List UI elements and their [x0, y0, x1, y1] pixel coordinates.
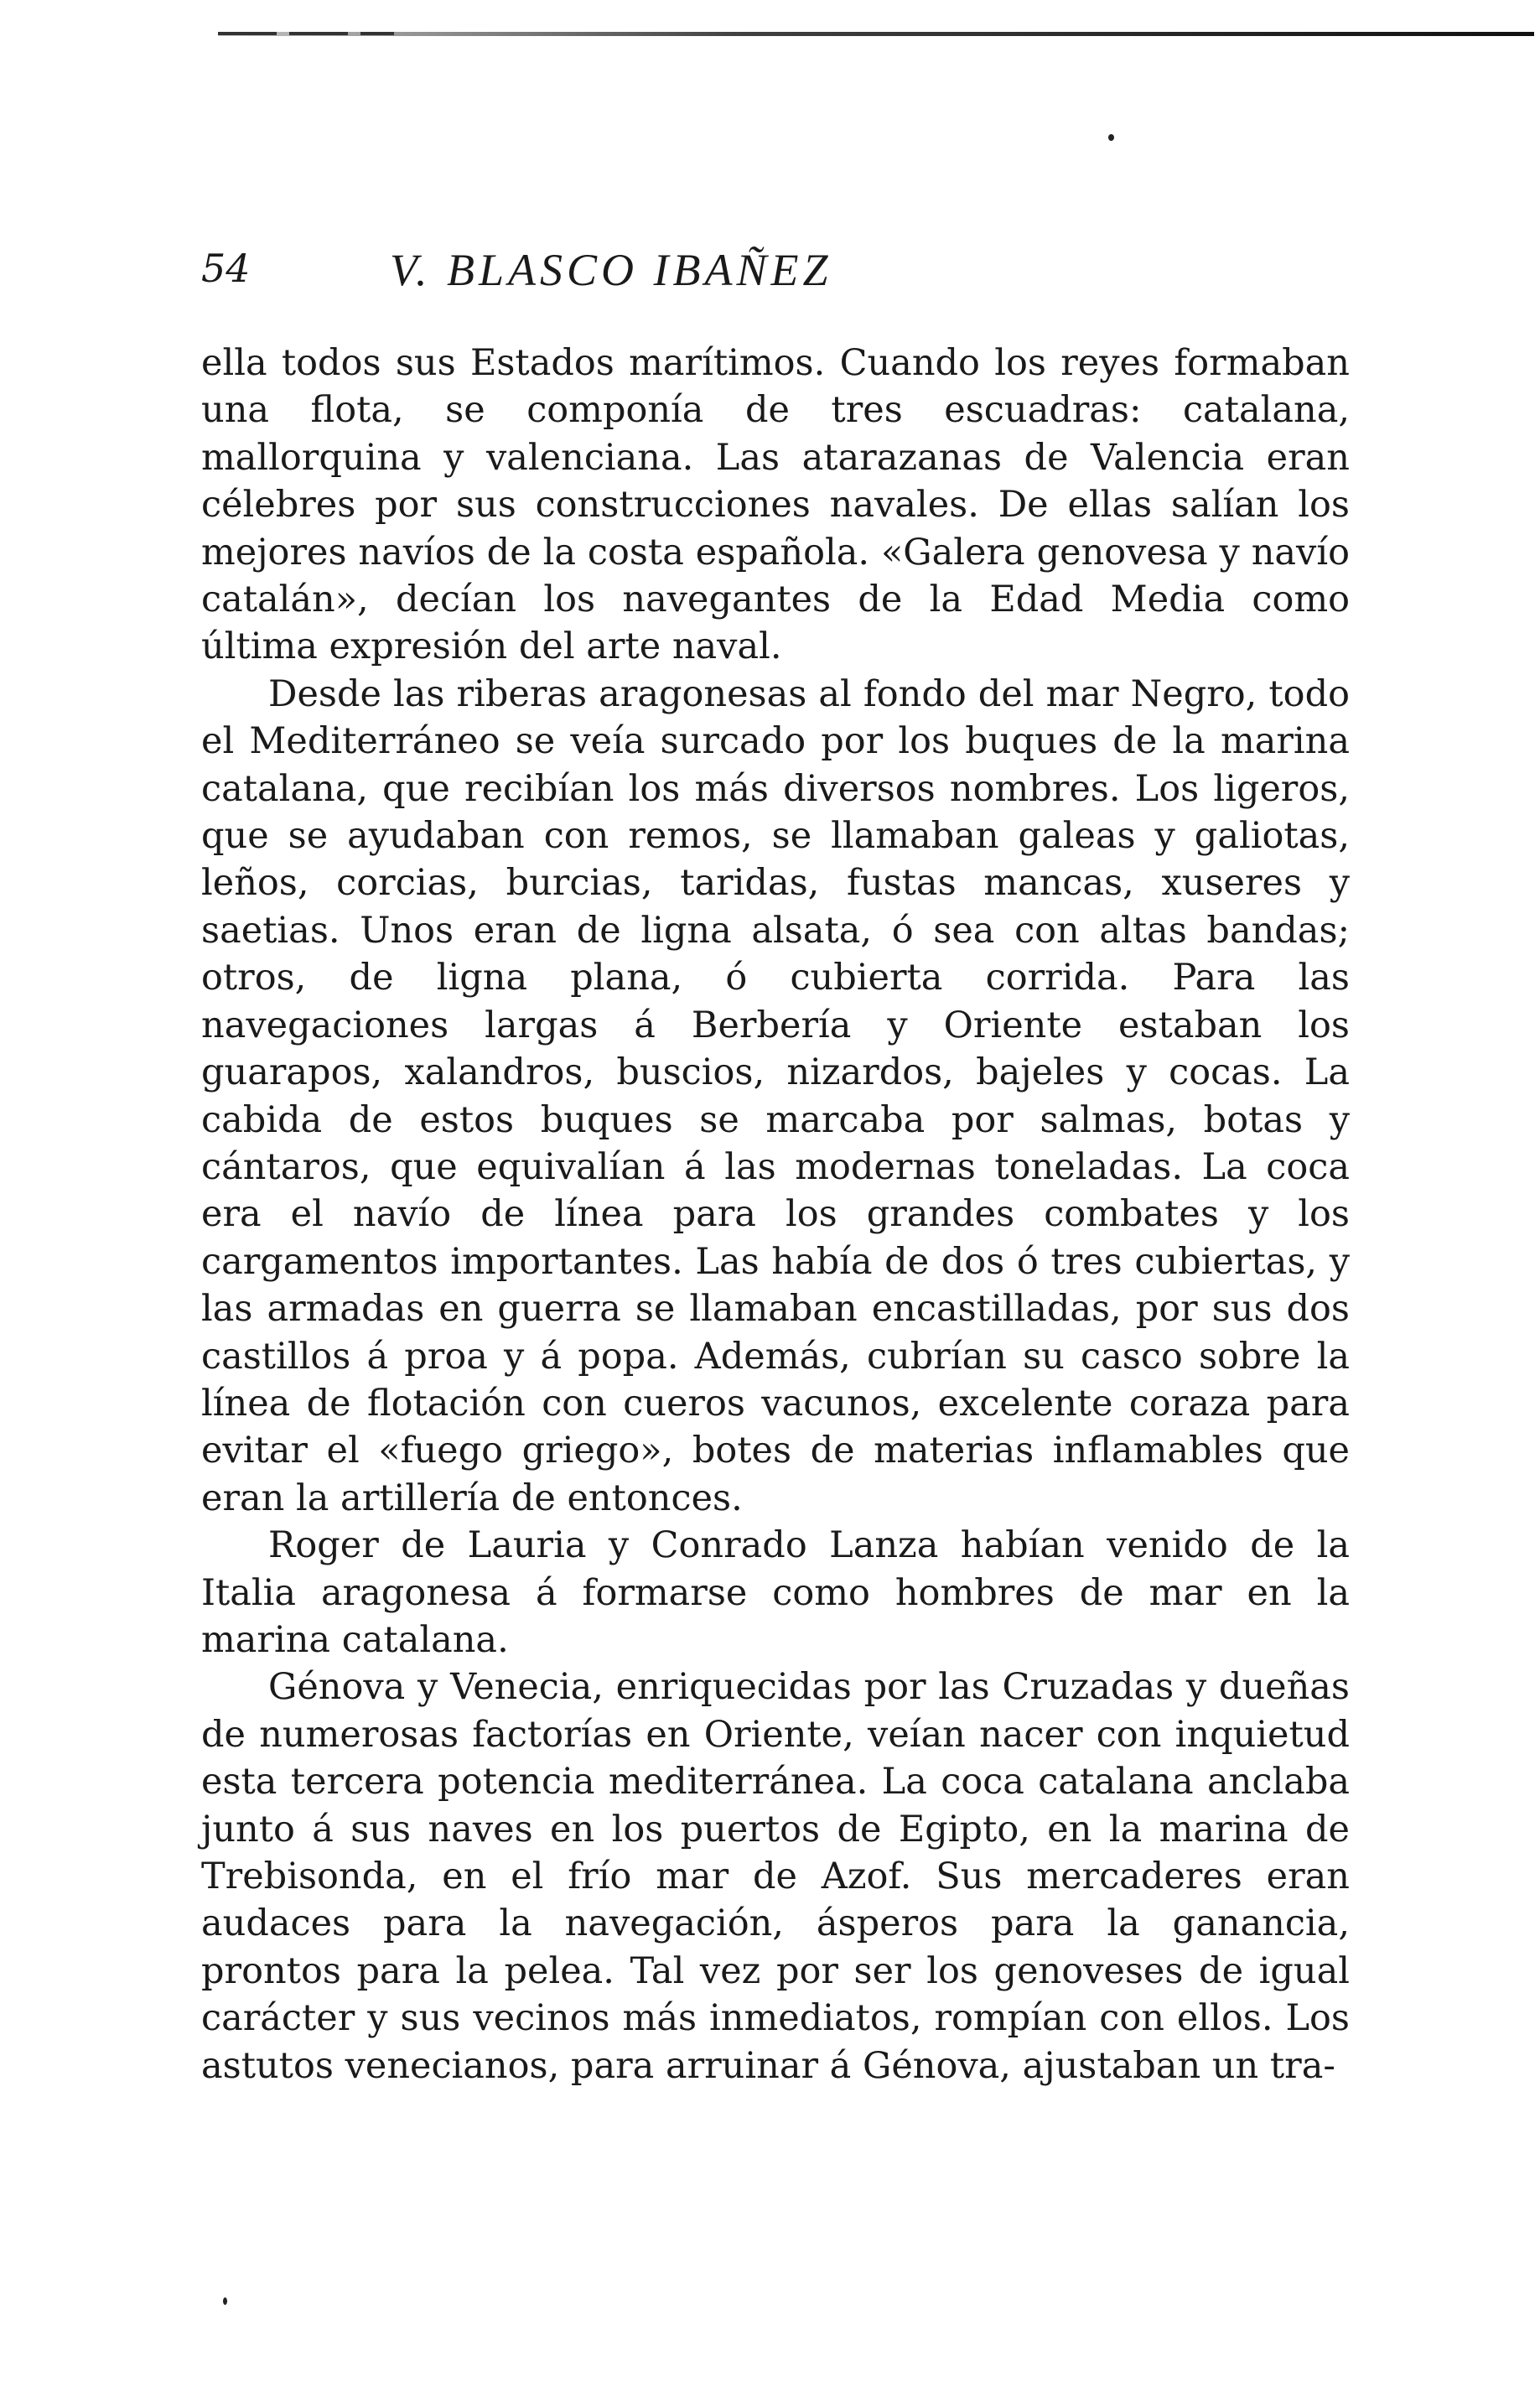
- body-text: [201, 340, 1350, 2089]
- page-header: [201, 243, 1341, 319]
- paragraph: Génova y Venecia, enriquecidas por las Cruzadas y dueñas de numerosas factorías en Oriente, veían nacer con inquietud esta tercera potencia mediterránea. La coca catalana anclaba junto á sus naves en los puertos de Egipto, en la marina de Trebisonda, en el frío mar de Azof. Sus mercaderes eran audaces para la navegación, ásperos para la ganancia, prontos para la pelea. Tal vez por ser los genoveses de igual carácter y sus vecinos más inmediatos, rompían con ellos. Los astutos venecianos, para arruinar á Génova, ajustaban un tra-: [201, 1666, 1350, 2087]
- paragraph: Desde las riberas aragonesas al fondo del mar Negro, todo el Mediterráneo se veía surcado por los buques de la marina catalana, que recibían los más diversos nombres. Los ligeros, que se ayudaban con remos, se llamaban galeas y galiotas, leños, corcias, burcias, taridas, fustas mancas, xuseres y saetias. Unos eran de ligna alsata, ó sea con altas bandas; otros, de ligna plana, ó cubierta corrida. Para las navegaciones largas á Berbería y Oriente estaban los guarapos, xalandros, buscios, nizardos, bajeles y cocas. La cabida de estos buques se marcaba por salmas, botas y cántaros, que equivalían á las modernas toneladas. La coca era el navío de línea para los grandes combates y los cargamentos importantes. Las había de dos ó tres cubiertas, y las armadas en guerra se llamaban encastilladas, por sus dos castillos á proa y á popa. Además, cubrían su casco sobre la línea de flotación con cueros vacunos, excelente coraza para evitar el «fuego griego», botes de materias inflamables que eran la artillería de entonces.: [201, 672, 1350, 1519]
- running-head: V. BLASCO IBAÑEZ: [390, 245, 832, 295]
- paragraph: ella todos sus Estados marítimos. Cuando los reyes formaban una flota, se componía de tres escuadras: catalana, mallorquina y valenciana. Las atarazanas de Valencia eran célebres por sus construcciones navales. De ellas salían los mejores navíos de la costa española. «Galera genovesa y navío catalán», decían los navegantes de la Edad Media como última expresión del arte naval.: [201, 342, 1350, 668]
- top-rule: [218, 32, 1534, 36]
- paragraph: Roger de Lauria y Conrado Lanza habían venido de la Italia aragonesa á formarse como hombres de mar en la marina catalana.: [201, 1524, 1350, 1661]
- page-number: 54: [201, 246, 251, 291]
- ink-speck: [223, 2297, 227, 2305]
- ink-speck: [1108, 134, 1114, 141]
- top-rule-dash: [218, 32, 394, 35]
